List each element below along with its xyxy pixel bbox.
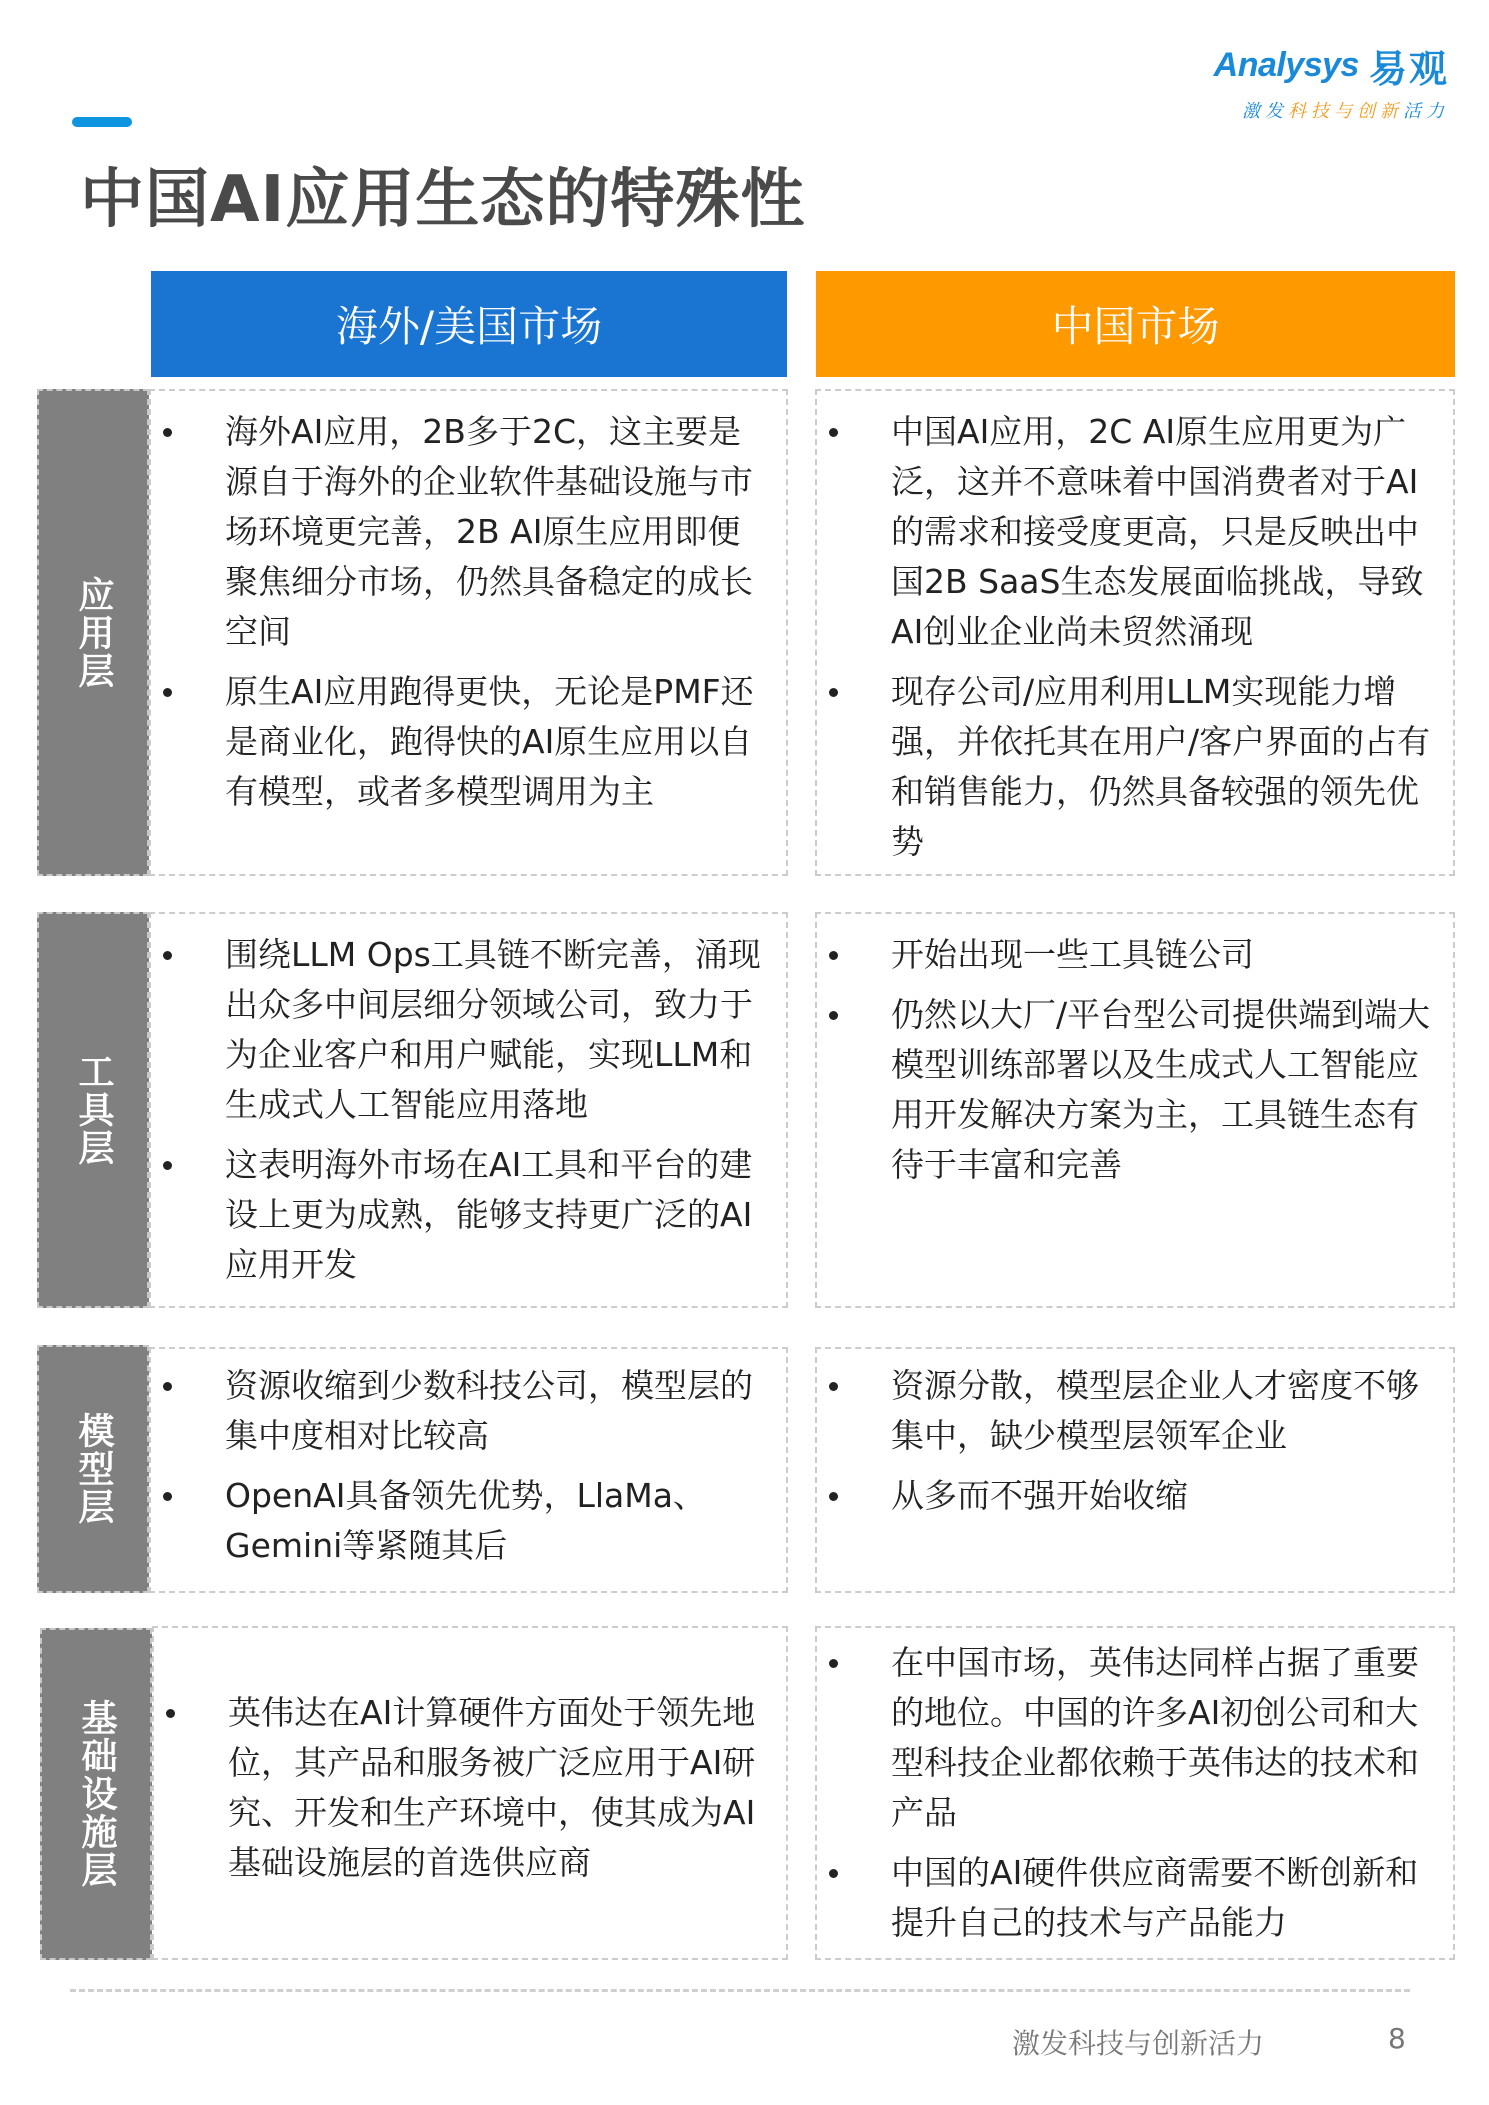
bullet-icon — [829, 428, 838, 437]
bullet-icon — [829, 1011, 838, 1020]
cell-application-china — [815, 389, 1455, 876]
bullet-icon — [829, 1659, 838, 1668]
row-label-text: 应用层 — [73, 575, 114, 690]
list-item: 资源收缩到少数科技公司，模型层的集中度相对比较高 — [151, 1361, 766, 1461]
analysys-logo — [1214, 38, 1449, 123]
list-item: 资源分散，模型层企业人才密度不够集中，缺少模型层领军企业 — [817, 1361, 1435, 1461]
list-item: OpenAI具备领先优势，LlaMa、Gemini等紧随其后 — [151, 1471, 766, 1571]
list-item: 原生AI应用跑得更快，无论是PMF还是商业化，跑得快的AI原生应用以自有模型，或者多模型调用为主 — [151, 667, 766, 817]
list-item: 开始出现一些工具链公司 — [817, 930, 1435, 980]
column-header-overseas-label: 海外/美国市场 — [335, 302, 603, 351]
bullet-icon — [829, 1492, 838, 1501]
tagline-part-2: 科技与创新 — [1288, 101, 1403, 122]
row-label-text: 基础设施层 — [76, 1699, 117, 1889]
cell-model-china — [815, 1347, 1455, 1593]
column-header-china — [816, 271, 1455, 377]
list-item: 海外AI应用，2B多于2C，这主要是源自于海外的企业软件基础设施与市场环境更完善，2B AI原生应用即便聚焦细分市场，仍然具备稳定的成长空间 — [151, 407, 766, 657]
page-title: 中国AI应用生态的特殊性 — [80, 163, 806, 237]
cell-tooling-china — [815, 912, 1455, 1308]
row-label-model — [37, 1345, 149, 1593]
list-item: 仍然以大厂/平台型公司提供端到端大模型训练部署以及生成式人工智能应用开发解决方案为主，工具链生态有待于丰富和完善 — [817, 990, 1435, 1190]
page-number: 8 — [1388, 2022, 1406, 2055]
list-item: 围绕LLM Ops工具链不断完善，涌现出众多中间层细分领域公司，致力于为企业客户和用户赋能，实现LLM和生成式人工智能应用落地 — [151, 930, 766, 1130]
list-item: 从多而不强开始收缩 — [817, 1471, 1435, 1521]
column-header-china-label: 中国市场 — [1051, 302, 1220, 351]
logo-wordmark: Analysys — [1213, 46, 1359, 84]
bullet-icon — [829, 688, 838, 697]
tagline-part-1: 激发 — [1242, 101, 1288, 122]
bullet-icon — [829, 951, 838, 960]
bullet-icon — [163, 1161, 172, 1170]
list-item: 中国的AI硬件供应商需要不断创新和提升自己的技术与产品能力 — [817, 1848, 1435, 1948]
row-label-infrastructure — [40, 1628, 152, 1960]
bullet-icon — [163, 688, 172, 697]
bullet-icon — [163, 428, 172, 437]
footer-slogan: 激发科技与创新活力 — [1012, 2027, 1265, 2060]
list-item: 这表明海外市场在AI工具和平台的建设上更为成熟，能够支持更广泛的AI应用开发 — [151, 1140, 766, 1290]
cell-model-overseas — [149, 1347, 788, 1593]
row-label-text: 模型层 — [73, 1412, 114, 1526]
list-item: 中国AI应用，2C AI原生应用更为广泛，这并不意味着中国消费者对于AI的需求和接受度更高，只是反映出中国2B SaaS生态发展面临挑战，导致AI创业企业尚未贸然涌现 — [817, 407, 1435, 657]
column-header-overseas — [151, 271, 787, 377]
bullet-icon — [163, 1492, 172, 1501]
bullet-icon — [163, 951, 172, 960]
tagline-part-3: 活力 — [1403, 101, 1449, 122]
logo-tagline — [1214, 97, 1449, 123]
bullet-icon — [829, 1869, 838, 1878]
cell-tooling-overseas — [149, 912, 788, 1308]
cell-application-overseas — [149, 389, 788, 876]
list-item: 英伟达在AI计算硬件方面处于领先地位，其产品和服务被广泛应用于AI研究、开发和生产环境中，使其成为AI基础设施层的首选供应商 — [154, 1688, 766, 1888]
title-accent-bar — [72, 117, 132, 127]
cell-infrastructure-china — [815, 1626, 1455, 1960]
list-item: 在中国市场，英伟达同样占据了重要的地位。中国的许多AI初创公司和大型科技企业都依赖于英伟达的技术和产品 — [817, 1638, 1435, 1838]
bullet-icon — [166, 1709, 175, 1718]
bullet-icon — [163, 1382, 172, 1391]
row-label-tooling — [37, 912, 149, 1308]
logo-chinese-name: 易观 — [1368, 47, 1449, 91]
row-label-text: 工具层 — [73, 1053, 114, 1167]
footer-divider — [70, 1989, 1410, 1992]
row-label-application — [37, 389, 149, 876]
list-item: 现存公司/应用利用LLM实现能力增强，并依托其在用户/客户界面的占有和销售能力，仍然具备较强的领先优势 — [817, 667, 1435, 867]
bullet-icon — [829, 1382, 838, 1391]
cell-infrastructure-overseas — [152, 1626, 788, 1960]
